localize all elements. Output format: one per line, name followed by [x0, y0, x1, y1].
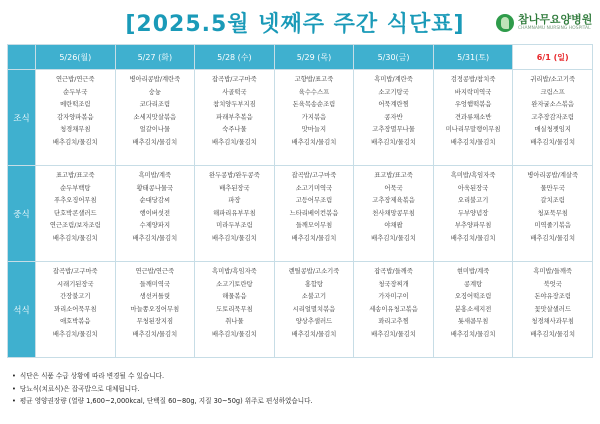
- menu-item: 소불고기: [301, 293, 327, 300]
- menu-item: 행이버섯전: [139, 209, 171, 217]
- menu-cell: [115, 166, 195, 262]
- menu-item: 오징어떡조림: [454, 293, 492, 300]
- menu-cell: [274, 262, 354, 358]
- menu-item: 연근밥/연근죽: [135, 268, 175, 275]
- menu-item: 잡곡밥/고구마죽: [52, 268, 98, 275]
- menu-item: 배추김치/물김치: [132, 330, 178, 338]
- menu-item: 두부양념장: [457, 209, 489, 217]
- menu-item: 청경채무침: [60, 126, 91, 133]
- menu-item: 세송이유청고볶음: [369, 305, 418, 313]
- day-header: 5/28 (수): [195, 45, 275, 70]
- menu-cell: [36, 166, 116, 262]
- menu-cell: [433, 70, 513, 166]
- corner-cell: [8, 45, 36, 70]
- menu-item: 소고기토란탕: [216, 280, 253, 288]
- menu-item: 시래기된장국: [57, 280, 94, 288]
- menu-item: 검정콩밥/참치죽: [450, 76, 496, 83]
- logo-subtitle: CHAMNAMU NURSING HOSPITAL: [518, 26, 591, 32]
- menu-item: 견과류채소반: [454, 113, 492, 121]
- page-title: [2025.5월 넷째주 주간 식단표]: [125, 11, 465, 37]
- menu-item: 배추김치/물김치: [371, 330, 416, 338]
- menu-item: 콩자반: [384, 113, 403, 121]
- menu-item: 배추김치/물김치: [52, 138, 98, 146]
- menu-item: 배추김치/물김치: [52, 234, 98, 242]
- menu-item: 황태콩나물국: [136, 184, 174, 192]
- day-header: 5/27 (화): [115, 45, 195, 70]
- menu-item: 흑미밥/흑임자죽: [450, 172, 496, 179]
- note-line: • 당뇨식(치료식)은 잡곡밥으로 대체됩니다.: [12, 384, 140, 393]
- menu-item: 고등어무조림: [295, 197, 333, 204]
- menu-cell: [513, 262, 593, 358]
- hospital-logo: [496, 10, 596, 36]
- menu-item: 들깨모이무침: [295, 222, 333, 229]
- menu-cell: [513, 166, 593, 262]
- menu-item: 꽈리소어묵무침: [53, 305, 97, 313]
- menu-item: 야채팝: [384, 222, 403, 229]
- menu-item: 배추김치/물김치: [450, 138, 496, 146]
- menu-item: 흑미밥/계죽: [138, 172, 172, 179]
- menu-item: 미나리무말랭이무침: [445, 126, 501, 133]
- menu-item: 소세지맛살볶음: [133, 113, 177, 121]
- menu-item: 배추김치/물김치: [291, 330, 337, 338]
- menu-cell: [433, 166, 513, 262]
- menu-item: 분홍소세지전: [454, 305, 492, 313]
- day-header-row: [8, 45, 593, 70]
- menu-item: 느타리베이컨볶음: [289, 209, 339, 217]
- menu-item: 렌틸콩밥/고소기죽: [288, 268, 340, 275]
- menu-item: 바지락미역국: [454, 88, 492, 96]
- menu-item: 북엇국: [543, 280, 562, 288]
- menu-item: 파장: [228, 197, 241, 204]
- menu-item: 흑미밥/들깨죽: [533, 268, 572, 275]
- menu-item: 해물볶음: [222, 293, 247, 300]
- menu-item: 부추양파무침: [454, 222, 492, 229]
- menu-item: 순두부국: [63, 88, 88, 96]
- menu-item: 우엉햄떡볶음: [454, 101, 492, 108]
- menu-item: 어묵계란찜: [378, 101, 409, 108]
- menu-item: 오리불고기: [457, 197, 489, 204]
- menu-item: 가지볶음: [301, 113, 327, 121]
- menu-item: 연근밥/연근죽: [55, 76, 95, 83]
- menu-cell: [513, 70, 593, 166]
- menu-item: 배추김치/물김치: [212, 234, 257, 242]
- menu-item: 참치양두부지짐: [213, 101, 256, 108]
- menu-item: 크림스프: [540, 88, 565, 96]
- menu-item: 홍합탕: [304, 280, 324, 288]
- notes: [12, 370, 313, 408]
- menu-item: 육수수스프: [298, 88, 330, 96]
- day-header: 5/29 (목): [274, 45, 354, 70]
- menu-item: 배추김치/물김치: [371, 234, 416, 242]
- menu-item: 간장불고기: [60, 293, 91, 300]
- menu-cell: [36, 70, 116, 166]
- menu-item: 고추장멸무나물: [372, 126, 415, 133]
- menu-item: 고추장제육볶음: [372, 197, 415, 204]
- menu-cell: [354, 262, 434, 358]
- menu-item: 배추김치/물김치: [371, 138, 416, 146]
- menu-cell: [195, 166, 275, 262]
- menu-item: 감자양파볶음: [57, 113, 94, 121]
- menu-item: 단호박콘샐러드: [53, 209, 97, 217]
- title-bar: [120, 8, 470, 36]
- menu-item: 숙주나물: [222, 126, 247, 133]
- menu-item: 배추김치/물김치: [212, 330, 257, 338]
- menu-item: 들깨미역국: [139, 280, 171, 288]
- menu-item: 숭늉: [148, 88, 161, 96]
- menu-item: 아욱된장국: [457, 184, 489, 192]
- menu-cell: [433, 262, 513, 358]
- menu-item: 흑미밥/계란죽: [374, 76, 413, 83]
- menu-item: 배추김치/물김치: [450, 234, 496, 242]
- menu-item: 배추김치/물김치: [52, 330, 98, 338]
- menu-item: 배추김치/물김치: [291, 138, 337, 146]
- menu-item: 고추장감자조림: [531, 113, 574, 121]
- menu-item: 완자굴소스볶음: [531, 101, 574, 108]
- menu-item: 천사채망콩무침: [372, 209, 415, 217]
- menu-item: 표고밥/표고죽: [55, 172, 95, 179]
- menu-item: 해파리유부무침: [213, 209, 256, 217]
- day-header: 5/26(월): [36, 45, 116, 70]
- day-header: 5/31(토): [433, 45, 513, 70]
- menu-item: 배추김치/물김치: [450, 330, 496, 338]
- menu-item: 순대당감씨: [139, 197, 171, 204]
- meal-row: [8, 70, 593, 166]
- menu-item: 얼갈이나물: [139, 126, 171, 133]
- menu-item: 잡곡밥/들깨죽: [374, 268, 413, 275]
- menu-item: 완두콩밥/완두콩죽: [209, 172, 260, 179]
- menu-item: 배추김치/물김치: [212, 138, 257, 146]
- meal-label: 석식: [8, 262, 36, 358]
- menu-item: 미라두부조림: [216, 222, 253, 229]
- menu-item: 코다리조림: [139, 101, 171, 108]
- menu-item: 양상추샐러드: [295, 318, 333, 325]
- day-header: 5/30(금): [354, 45, 434, 70]
- menu-item: 시리얼멸치볶음: [292, 305, 336, 313]
- menu-item: 꽈리고추찜: [378, 318, 409, 325]
- menu-item: 잡곡밥/고구마죽: [212, 76, 257, 83]
- menu-item: 순두부백탕: [60, 184, 91, 192]
- menu-item: 푸추오징어무침: [53, 197, 97, 204]
- menu-item: 청국장찌개: [378, 280, 409, 288]
- menu-cell: [195, 70, 275, 166]
- menu-item: 병아리콩밥/계란죽: [129, 76, 181, 83]
- menu-item: 맛마늘지: [301, 126, 327, 133]
- menu-cell: [274, 70, 354, 166]
- menu-item: 가자미구이: [378, 293, 409, 300]
- menu-item: 물만두국: [540, 184, 565, 192]
- menu-item: 갈치조림: [540, 197, 565, 204]
- menu-item: 표고밥/표고죽: [374, 172, 413, 179]
- meal-row: [8, 262, 593, 358]
- leaf-logo-icon: [496, 14, 514, 32]
- meal-label: 중식: [8, 166, 36, 262]
- menu-item: 돈야유장조림: [534, 293, 571, 300]
- meal-label: 조식: [8, 70, 36, 166]
- meal-row: [8, 166, 593, 262]
- menu-item: 돈육목송순조림: [292, 101, 336, 108]
- menu-item: 연근조림/보자조림: [49, 222, 101, 229]
- menu-item: 취나물: [225, 318, 244, 325]
- menu-item: 매실청젯임지: [534, 126, 571, 133]
- menu-item: 톳새콤무침: [457, 318, 489, 325]
- menu-item: 배추김치/물김치: [530, 330, 576, 338]
- menu-cell: [36, 262, 116, 358]
- menu-item: 수제양파지: [139, 222, 171, 229]
- weekly-menu-table: [7, 44, 593, 358]
- menu-item: 콩계탕: [463, 280, 483, 288]
- menu-item: 배추김치/물김치: [291, 234, 337, 242]
- menu-item: 메란떡조림: [60, 101, 91, 108]
- menu-item: 청포묵무침: [537, 209, 568, 217]
- menu-item: 흑미밥/흑임자죽: [212, 268, 257, 275]
- menu-item: 꽃맛살샐러드: [534, 305, 571, 313]
- logo-name: 참나무요양병원: [518, 13, 593, 27]
- menu-item: 배추김치/물김치: [132, 138, 178, 146]
- menu-item: 배추김치/물김치: [530, 234, 576, 242]
- menu-cell: [354, 166, 434, 262]
- menu-item: 병아리콩밥/계살죽: [527, 172, 579, 179]
- menu-item: 배추김치/물김치: [132, 234, 178, 242]
- menu-item: 현미밥/계죽: [456, 268, 490, 275]
- menu-item: 어묵국: [384, 184, 403, 192]
- menu-cell: [115, 262, 195, 358]
- menu-item: 생선커틀릿: [139, 293, 171, 300]
- menu-item: 도토리묵무침: [216, 305, 253, 313]
- menu-cell: [354, 70, 434, 166]
- menu-item: 소고기미역국: [295, 184, 333, 192]
- menu-cell: [274, 166, 354, 262]
- menu-item: 귀리밥/소고기죽: [530, 76, 576, 83]
- menu-item: 마늘쫑오징어무침: [130, 305, 180, 313]
- menu-item: 고향밥/표고죽: [294, 76, 334, 83]
- menu-item: 사골떡국: [222, 88, 247, 96]
- menu-item: 배추김치/물김치: [530, 138, 576, 146]
- menu-cell: [115, 70, 195, 166]
- menu-item: 미역줄기볶음: [534, 222, 571, 229]
- note-line: • 식단은 식품 수급 상황에 따라 변경될 수 있습니다.: [12, 372, 165, 380]
- note-line: • 평균 영양권장량 (열량 1,600~2,000kcal, 단백질 60~80g, 지질 30~50g) 위주로 편성하였습니다.: [12, 397, 313, 405]
- menu-cell: [195, 262, 275, 358]
- menu-item: 파래부추볶음: [216, 113, 253, 121]
- menu-item: 애호박볶음: [60, 318, 91, 325]
- menu-item: 소고기탕국: [378, 88, 409, 96]
- menu-item: 잡곡밥/고구마죽: [291, 172, 337, 179]
- menu-item: 청경채사과무침: [531, 318, 574, 325]
- menu-item: 무청된장지짐: [136, 318, 174, 325]
- day-header-sunday: 6/1 (일): [513, 45, 593, 70]
- menu-item: 배추된장국: [219, 184, 250, 192]
